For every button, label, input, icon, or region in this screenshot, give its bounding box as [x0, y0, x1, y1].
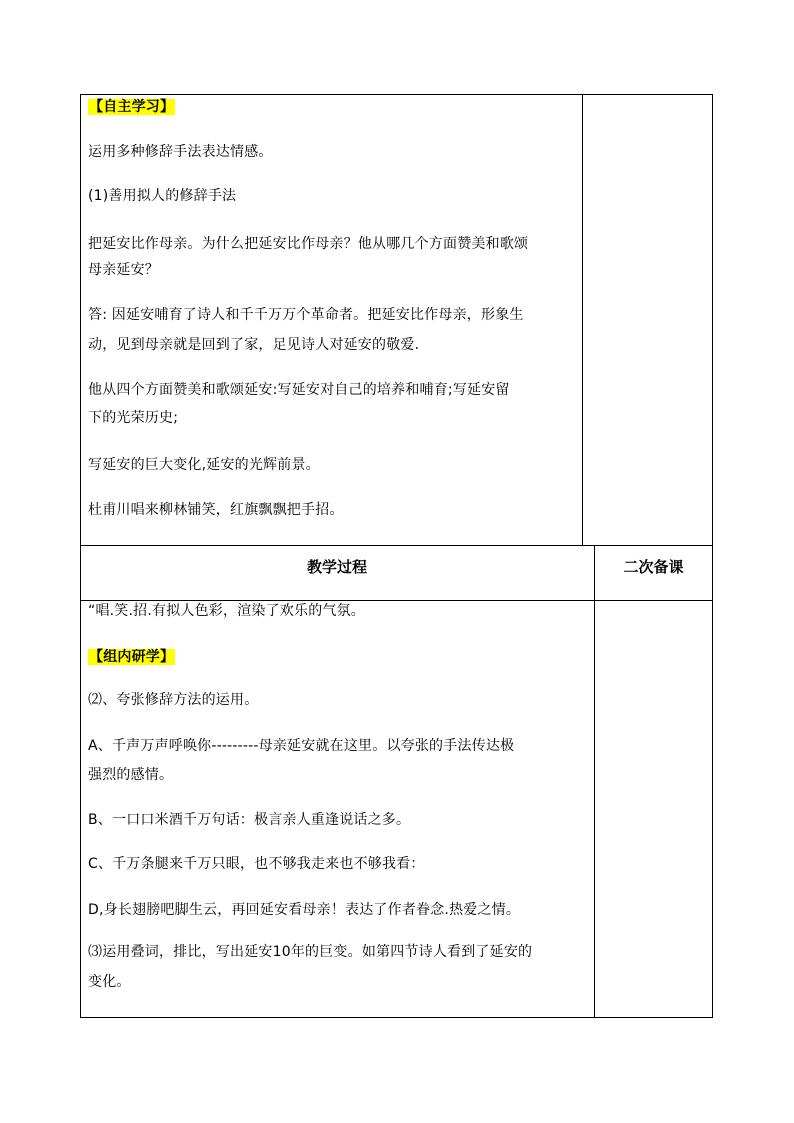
group-study-heading: 【组内研学】 [89, 649, 175, 665]
top-line-1: 运用多种修辞手法表达情感。 [88, 144, 273, 160]
bottom-line-8: 变化。 [88, 974, 131, 990]
bottom-line-2: A、千声万声呼唤你---------母亲延安就在这里。以夸张的手法传达极 [88, 738, 515, 754]
bottom-line-5: C、千万条腿来千万只眼，也不够我走来也不够我看： [88, 856, 425, 872]
second-prep-header: 二次备课 [623, 558, 684, 576]
bottom-line-6: D,身长翅膀吧脚生云，再回延安看母亲！表达了作者眷念.热爱之情。 [88, 902, 521, 918]
self-study-heading: 【自主学习】 [89, 99, 175, 115]
bottom-intro: “唱.笑.招.有拟人色彩，渲染了欢乐的气氛。 [88, 603, 366, 619]
bottom-line-3: 强烈的感情。 [88, 767, 174, 783]
lower-column-divider [594, 545, 595, 1018]
top-line-7: 他从四个方面赞美和歌颂延安:写延安对自己的培养和哺育;写延安留 [88, 382, 510, 398]
top-line-2: (1)善用拟人的修辞手法 [88, 188, 237, 204]
bottom-line-7: ⑶运用叠词，排比，写出延安10年的巨变。如第四节诗人看到了延安的 [88, 944, 533, 960]
teaching-process-header: 教学过程 [306, 558, 367, 576]
top-line-10: 杜甫川唱来柳林铺笑，红旗飘飘把手招。 [88, 502, 344, 518]
top-line-8: 下的光荣历史; [88, 410, 179, 426]
upper-section-bottom-border [80, 545, 713, 546]
top-line-9: 写延安的巨大变化,延安的光辉前景。 [88, 457, 320, 473]
upper-column-divider [582, 94, 583, 545]
top-line-6: 动，见到母亲就是回到了家，足见诗人对延安的敬爱. [88, 337, 420, 353]
bottom-line-4: B、一口口米酒千万句话：极言亲人重逢说话之多。 [88, 812, 411, 828]
group-study-heading-row [88, 645, 175, 669]
top-line-4: 母亲延安？ [88, 262, 159, 278]
top-line-3: 把延安比作母亲。为什么把延安比作母亲？他从哪几个方面赞美和歌颂 [88, 236, 529, 252]
top-line-5: 答: 因延安哺育了诗人和千千万万个革命者。把延安比作母亲，形象生 [88, 307, 524, 323]
bottom-line-1: ⑵、夸张修辞方法的运用。 [88, 692, 259, 708]
self-study-heading-row [88, 95, 175, 119]
